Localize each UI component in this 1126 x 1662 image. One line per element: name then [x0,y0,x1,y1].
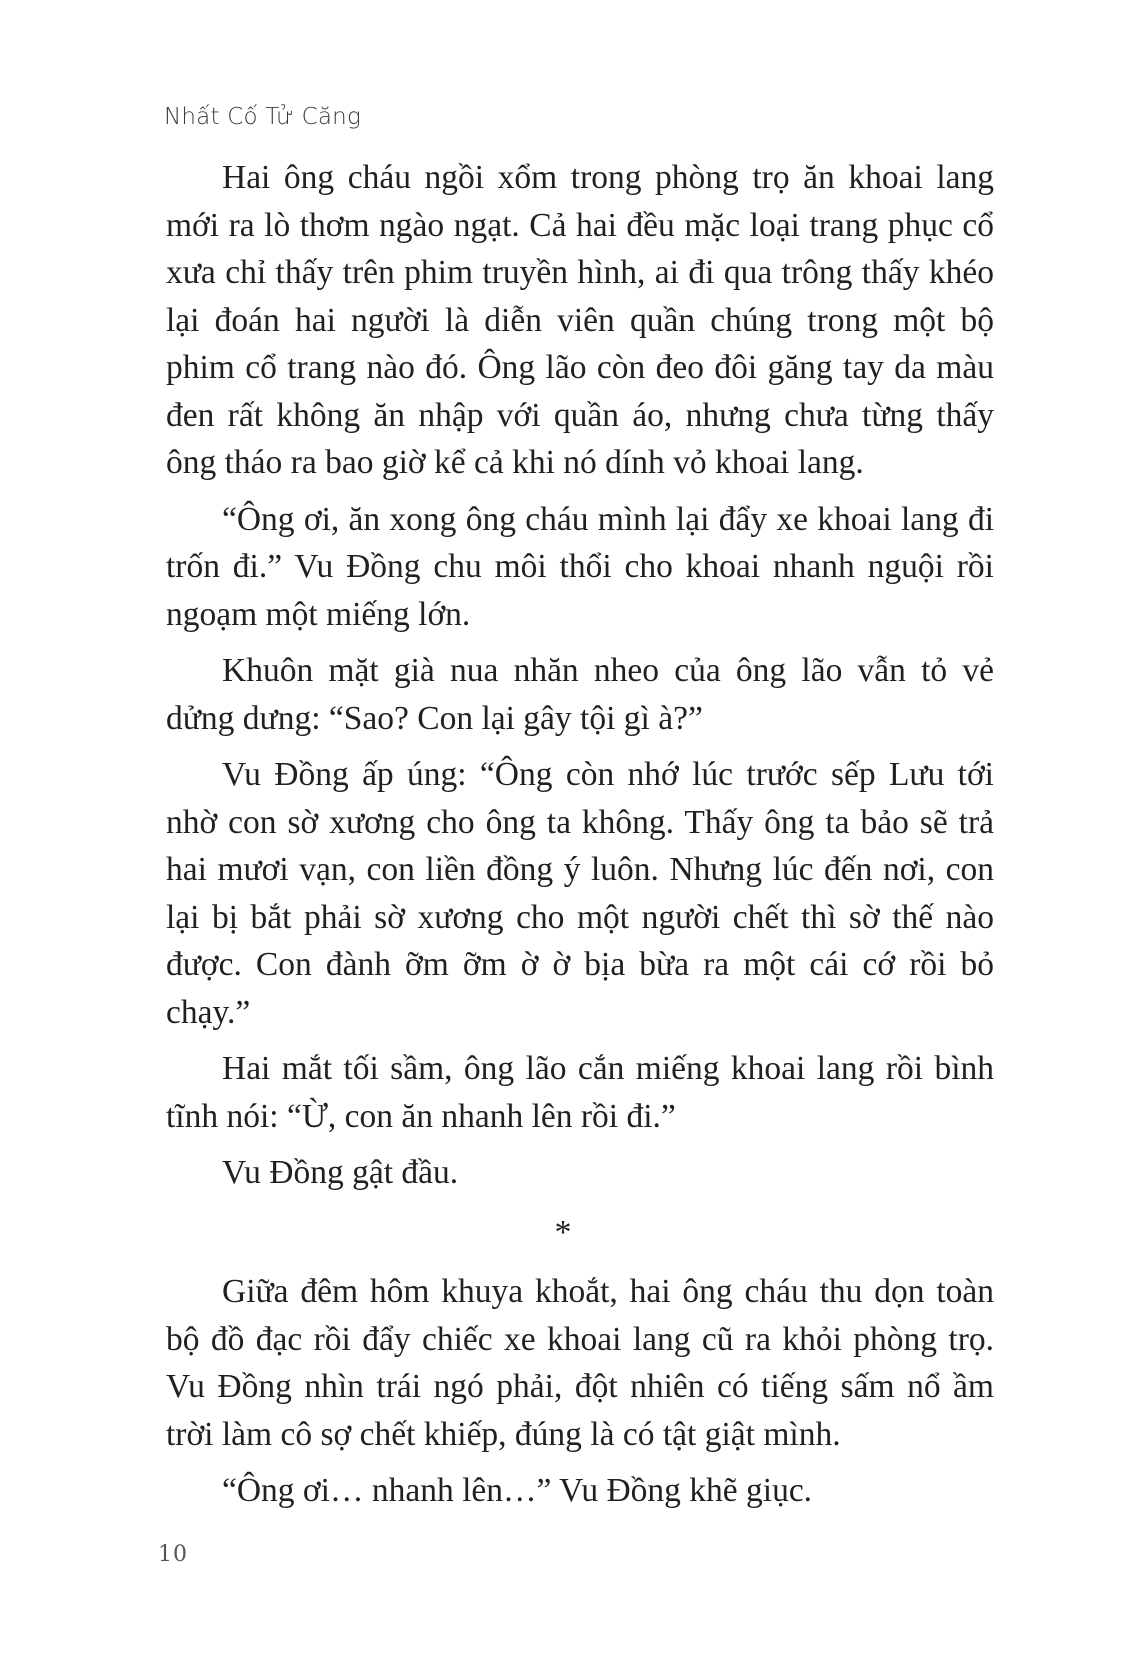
paragraph: Giữa đêm hôm khuya khoắt, hai ông cháu thu dọn toàn bộ đồ đạc rồi đẩy chiếc xe khoai lang cũ ra khỏi phòng trọ. Vu Đồng nhìn trái ngó phải, đột nhiên có tiếng sấm nổ ầm trời làm cô sợ chết khiếp, đúng là có tật giật mình. [166,1273,994,1453]
running-title: Nhất Cố Tử Căng [164,104,361,130]
paragraph: “Ông ơi, ăn xong ông cháu mình lại đẩy xe khoai lang đi trốn đi.” Vu Đồng chu môi thổi cho khoai nhanh nguội rồi ngoạm một miếng lớn. [166,500,994,633]
page-number: 10 [158,1542,188,1567]
paragraph: Hai mắt tối sầm, ông lão cắn miếng khoai lang rồi bình tĩnh nói: “Ừ, con ăn nhanh lên rồi đi.” [166,1050,994,1135]
paragraph: Khuôn mặt già nua nhăn nheo của ông lão vẫn tỏ vẻ dửng dưng: “Sao? Con lại gây tội gì à?” [166,652,994,737]
body-text-bottom [166,1268,994,1524]
body-text-top [166,154,994,1206]
paragraph: Vu Đồng ấp úng: “Ông còn nhớ lúc trước sếp Lưu tới nhờ con sờ xương cho ông ta không. Thấy ông ta bảo sẽ trả hai mươi vạn, con liền đồng ý luôn. Nhưng lúc đến nơi, con lại bị bắt phải sờ xương cho một người chết thì sờ thế nào được. Con đành ỡm ỡm ờ ờ bịa bừa ra một cái cớ rồi bỏ chạy.” [166,756,994,1031]
section-break: * [554,1214,572,1251]
paragraph: Hai ông cháu ngồi xổm trong phòng trọ ăn khoai lang mới ra lò thơm ngào ngạt. Cả hai đều mặc loại trang phục cổ xưa chỉ thấy trên phim truyền hình, ai đi qua trông thấy khéo lại đoán hai người là diễn viên quần chúng trong một bộ phim cổ trang nào đó. Ông lão còn đeo đôi găng tay da màu đen rất không ăn nhập với quần áo, nhưng chưa từng thấy ông tháo ra bao giờ kể cả khi nó dính vỏ khoai lang. [166,159,994,481]
paragraph: Vu Đồng gật đầu. [222,1154,459,1191]
paragraph: “Ông ơi… nhanh lên…” Vu Đồng khẽ giục. [222,1472,813,1509]
